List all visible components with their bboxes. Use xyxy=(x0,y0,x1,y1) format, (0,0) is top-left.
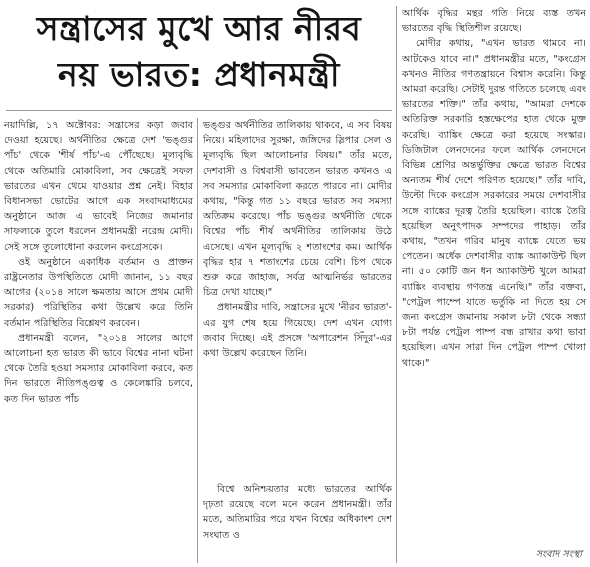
headline-rule xyxy=(6,110,392,111)
headline xyxy=(6,6,392,106)
paragraph: নয়াদিল্লি, ১৭ অক্টোবর: সন্ত্রাসের কড়া জবাব দেওয়া হয়েছে। অর্থনীতির ক্ষেত্রে দেশ 'ভঙ্গুর পাঁচ' থেকে 'শীর্ষ পাঁচ'-এ পৌঁছেছে। মূল্যবৃদ্ধি থেকে অতিমারি মোকাবিলা, সব ক্ষেত্রেই সফল ভারতের এখন থেমে যাওয়ার প্রশ্ন নেই। বিহার বিধানসভা ভোটের আগে এক সংবাদমাধ্যমের অনুষ্ঠানে আজ এ ভাবেই নিজের জমানার সাফল্যকে তুলে ধরলেন প্রধানমন্ত্রী নরেন্দ্র মোদী। সেই সঙ্গে তুলোধোনা করলেন কংগ্রেসকে। xyxy=(4,120,193,253)
article-column-3 xyxy=(402,6,586,371)
paragraph: ভঙ্গুর অর্থনীতির তালিকায় থাকবে, এ সব বিষয় নিয়ে। মহিলাদের সুরক্ষা, জঙ্গিদের স্লিপার সেল ও মূল্যবৃদ্ধি ছিল আলোচনার বিষয়।" তাঁর মতে, দেশবাসী ও বিশ্ববাসী ভাবতেন ভারত কখনও এ সব সমস্যার মোকাবিলা করতে পারবে না। মোদীর কথায়, "কিন্তু গত ১১ বছরে ভারত সব সমস্যা অতিক্রম করেছে। পাঁচ ভঙ্গুর অর্থনীতি থেকে বিশ্বের পাঁচ শীর্ষ অর্থনীতির তালিকায় উঠে এসেছে। এখন মূল্যবৃদ্ধি ২ শতাংশের কম। আর্থিক বৃদ্ধির হার ৭ শতাংশের চেয়ে বেশি। চিপ থেকে শুরু করে জাহাজ, সর্বত্র আত্মনির্ভর ভারতের চিত্র দেখা যাচ্ছে।" xyxy=(203,120,392,299)
paragraph: আর্থিক বৃদ্ধির মন্থর গতি নিয়ে ব্যস্ত তখন ভারতের বৃদ্ধি স্থিতিশীল রয়েছে। xyxy=(402,8,586,35)
paragraph: মোদীর কথায়, "এখন ভারত থামবে না। আটকেও যাবে না।" প্রধানমন্ত্রীর মতে, "কংগ্রেস কখনও নীতির গণতন্ত্রায়নে বিশ্বাস করেনি। কিন্তু আমরা করেছি। সেটাই দুরন্ত গতিতে চলেছে এবং ভারতের শক্তি।" তাঁর কথায়, "আমরা দেশকে অতিরিক্ত সরকারি হস্তক্ষেপের হাত থেকে মুক্ত করেছি। ব্যাঙ্কিং ক্ষেত্রে করা হয়েছে সংস্কার। ডিজিটাল লেনদেনের ফলে আর্থিক লেনদেনে বিভিন্ন শ্রেণির অন্তর্ভুক্তির ক্ষেত্রে ভারত বিশ্বের অন্যতম শীর্ষ দেশে পরিণত হয়েছে।" তাঁর দাবি, উল্টো দিকে কংগ্রেস সরকারের সময়ে দেশবাসীর সঙ্গে ব্যাঙ্কের দূরত্ব তৈরি হয়েছিল। ব্যাঙ্কে তৈরি হয়েছিল অনুৎপাদক সম্পদের পাহাড়। তাঁর কথায়, "তখন গরিব মানুষ ব্যাঙ্কে যেতে ভয় পেতেন। অর্ধেক দেশবাসীর ব্যাঙ্ক অ্যাকাউন্ট ছিল না। ৫০ কোটি জন ধন অ্যাকাউন্ট খুলে আমরা ব্যাঙ্কিং ব্যবস্থায় গণতন্ত্র এনেছি।" তাঁর বক্তব্য, "পেট্রল পাম্পে যাতে ভর্তুকি না দিতে হয় সে জন্য কংগ্রেস জমানায় সকাল ৮টা থেকে সন্ধ্যা ৮টা পর্যন্ত পেট্রল পাম্প বন্ধ রাখার কথা ভাবা হয়েছিল। এখন সারা দিন পেট্রল পাম্প খোলা থাকে।" xyxy=(402,38,586,369)
column-divider-1 xyxy=(197,118,198,563)
article-column-2 xyxy=(203,118,392,361)
headline-line-2: নয় ভারত: প্রধানমন্ত্রী xyxy=(58,55,340,94)
headline-line-1: সন্ত্রাসের মুখে আর নীরব xyxy=(36,9,362,48)
article-column-2-bottom xyxy=(203,482,392,543)
column-divider-2 xyxy=(396,6,397,563)
paragraph: ওই অনুষ্ঠানে একাধিক বর্তমান ও প্রাক্তন রাষ্ট্রনেতার উপস্থিতিতে মোদী জানান, ১১ বছর আগের (২০১৪ সালে ক্ষমতায় আসে প্রথম মোদী সরকার) পরিস্থিতির কথা উল্লেখ করে তিনি বর্তমান পরিস্থিতির বিশ্লেষণ করবেন। xyxy=(4,256,193,329)
byline: সংবাদ সংস্থা xyxy=(535,549,582,560)
paragraph: প্রধানমন্ত্রী বলেন, "২০১৪ সালের আগে আলোচনা হত ভারত কী ভাবে বিশ্বের নানা ঘটনা থেকে তৈরি হওয়া সমস্যার মোকাবিলা করবে, কত দিন ভারতে নীতিপঙ্গুত্ব ও কেলেঙ্কারি চলবে, কত দিন ভারত পাঁচ xyxy=(4,332,193,405)
article-column-1 xyxy=(4,118,193,407)
paragraph: বিশ্বে অনিশ্চয়তার মধ্যে ভারতের আর্থিক দৃঢ়তা রয়েছে বলে মনে করেন প্রধানমন্ত্রী। তাঁর মতে, অতিমারির পরে যখন বিশ্বের অধিকাংশ দেশ সংঘাত ও xyxy=(203,484,392,541)
paragraph: প্রধানমন্ত্রীর দাবি, সন্ত্রাসের মুখে 'নীরব ভারত'-এর যুগ শেষ হয়ে গিয়েছে। দেশ এখন যোগ্য জবাব দিচ্ছে। এই প্রসঙ্গে 'অপারেশন সিঁদুর'-এর কথা উল্লেখ করেছেন তিনি। xyxy=(203,302,392,360)
